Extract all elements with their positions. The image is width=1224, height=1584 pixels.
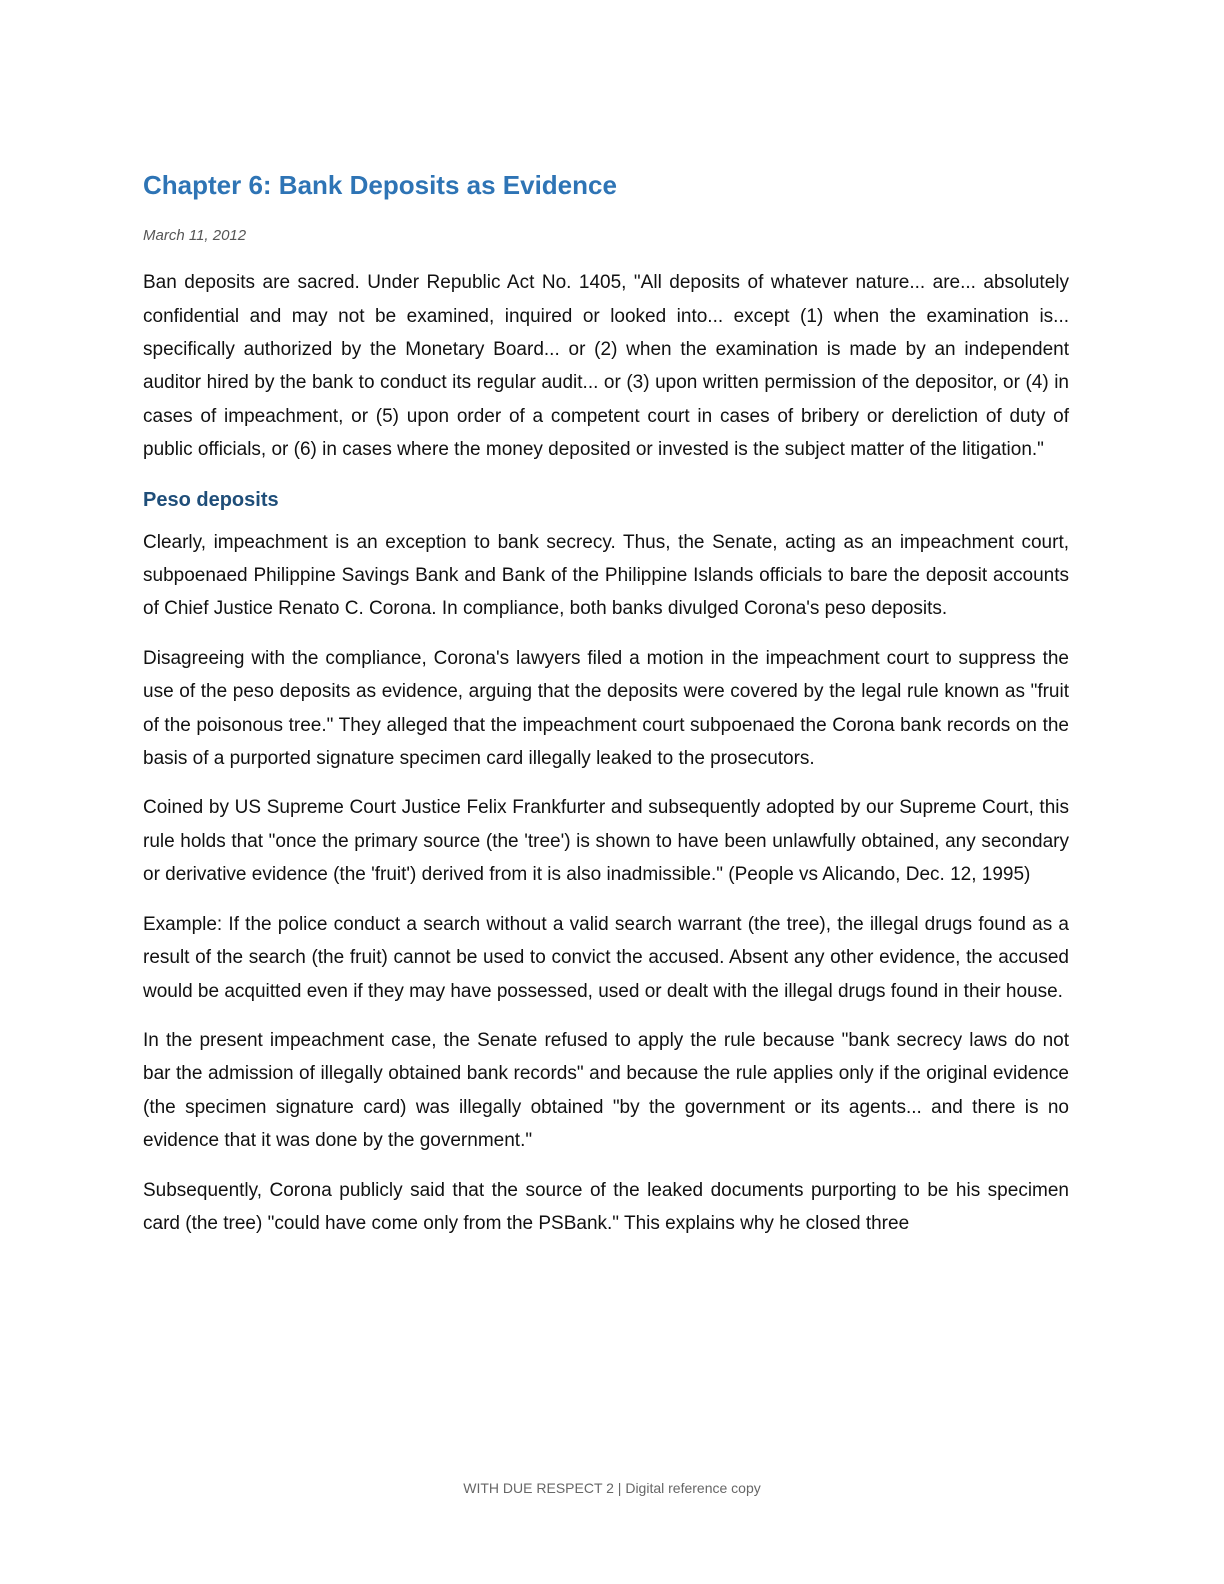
body-paragraph: Coined by US Supreme Court Justice Felix Frankfurter and subsequently adopted by our Supreme Court, this rule holds that "once the primary source (the 'tree') is shown to have been unlawfully obtained, any secondary or derivative evidence (the 'fruit') derived from it is also inadmissible." (People vs Alicando, Dec. 12, 1995)	[143, 797, 1069, 886]
body-paragraph: In the present impeachment case, the Senate refused to apply the rule because "bank secrecy laws do not bar the admission of illegally obtained bank records" and because the rule applies only if the original evidence (the specimen signature card) was illegally obtained "by the government or its agents... and there is no evidence that it was done by the government."	[143, 1029, 1069, 1152]
body-paragraph: Subsequently, Corona publicly said that the source of the leaked documents purporting to be his specimen card (the tree) "could have come only from the PSBank." This explains why he closed three	[143, 1179, 1069, 1234]
document-page	[143, 170, 1069, 1256]
chapter-title: Chapter 6: Bank Deposits as Evidence	[143, 170, 617, 200]
intro-paragraph: Ban deposits are sacred. Under Republic Act No. 1405, "All deposits of whatever nature... are... absolutely confidential and may not be examined, inquired or looked into... except (1) when the examination is... specifically authorized by the Monetary Board... or (2) when the examination is made by an independent auditor hired by the bank to conduct its regular audit... or (3) upon written permission of the depositor, or (4) in cases of impeachment, or (5) upon order of a competent court in cases of bribery or dereliction of duty of public officials, or (6) in cases where the money deposited or invested is the subject matter of the litigation."	[143, 272, 1069, 461]
body-paragraph: Example: If the police conduct a search without a valid search warrant (the tree), the illegal drugs found as a result of the search (the fruit) cannot be used to convict the accused. Absent any other evidence, the accused would be acquitted even if they may have possessed, used or dealt with the illegal drugs found in their house.	[143, 913, 1069, 1002]
page-footer: WITH DUE RESPECT 2 | Digital reference copy	[463, 1480, 761, 1496]
publication-date: March 11, 2012	[143, 227, 247, 245]
section-heading-peso-deposits: Peso deposits	[143, 488, 279, 511]
body-paragraph: Clearly, impeachment is an exception to bank secrecy. Thus, the Senate, acting as an impeachment court, subpoenaed Philippine Savings Bank and Bank of the Philippine Islands officials to bare the deposit accounts of Chief Justice Renato C. Corona. In compliance, both banks divulged Corona's peso deposits.	[143, 531, 1069, 620]
body-paragraph: Disagreeing with the compliance, Corona's lawyers filed a motion in the impeachment court to suppress the use of the peso deposits as evidence, arguing that the deposits were covered by the legal rule known as "fruit of the poisonous tree." They alleged that the impeachment court subpoenaed the Corona bank records on the basis of a purported signature specimen card illegally leaked to the prosecutors.	[143, 647, 1069, 770]
